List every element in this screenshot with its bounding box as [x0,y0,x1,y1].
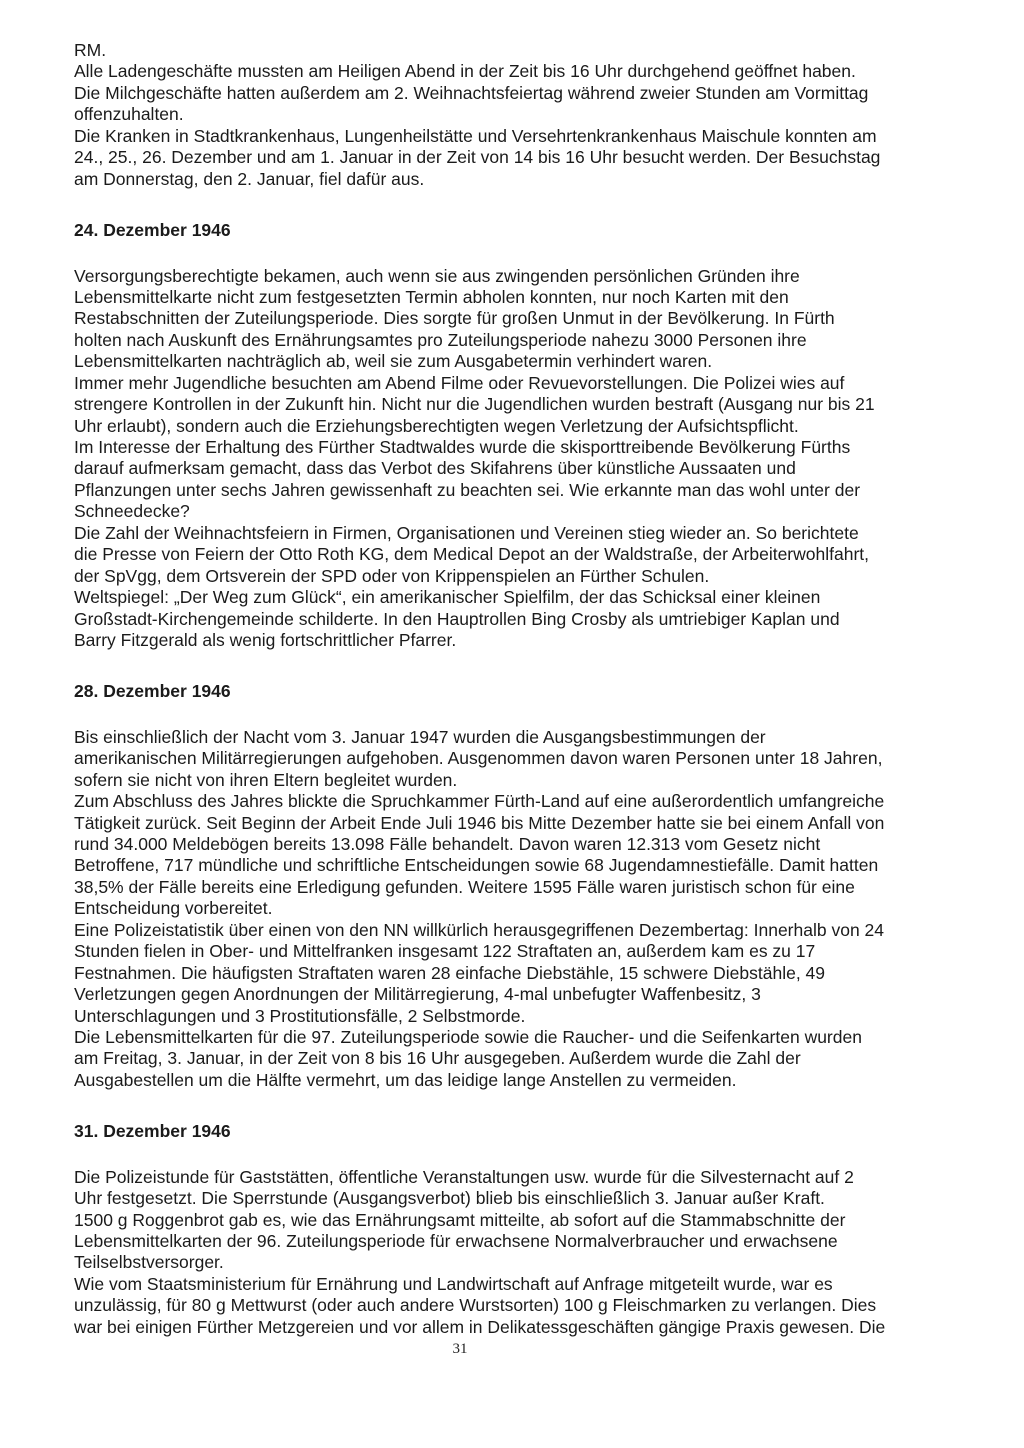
text-line: Weltspiegel: „Der Weg zum Glück“, ein amerikanischer Spielfilm, der das Schicksal einer kleinen [74,587,821,608]
paragraph [74,1167,966,1339]
text-line: Stunden fielen in Ober- und Mittelfranken insgesamt 122 Straftaten an, außerdem kam es zu 17 [74,941,816,962]
text-line: Bis einschließlich der Nacht vom 3. Januar 1947 wurden die Ausgangsbestimmungen der [74,726,766,747]
text-line: Ausgabestellen um die Hälfte vermehrt, um das leidige lange Anstellen zu vermeiden. [74,1069,737,1090]
text-line: holten nach Auskunft des Ernährungsamtes pro Zuteilungsperiode nahezu 3000 Personen ihre [74,329,807,350]
paragraph [74,266,966,652]
text-line: Lebensmittelkarten nachträglich ab, weil sie zum Ausgabetermin verhindert waren. [74,351,713,372]
text-line: Uhr erlaubt), sondern auch die Erziehungsberechtigten wegen Verletzung der Aufsichtspflicht. [74,415,799,436]
text-line: Die Milchgeschäfte hatten außerdem am 2. Weihnachtsfeiertag während zweier Stunden am Vormittag [74,82,869,103]
text-line: Immer mehr Jugendliche besuchten am Abend Filme oder Revuevorstellungen. Die Polizei wies auf [74,372,845,393]
text-line: RM. [74,40,107,60]
page-number: 31 [452,1341,468,1357]
text-line: unzulässig, für 80 g Mettwurst (oder auch andere Wurstsorten) 100 g Fleischmarken zu verlangen. Dies [74,1295,877,1316]
text-line: offenzuhalten. [74,104,184,125]
text-line: Entscheidung vorbereitet. [74,898,273,919]
text-line: der SpVgg, dem Ortsverein der SPD oder von Krippenspielen an Fürther Schulen. [74,565,710,586]
text-line: Eine Polizeistatistik über einen von den NN willkürlich herausgegriffenen Dezembertag: Innerhalb von 24 [74,919,884,940]
text-line: Pflanzungen unter sechs Jahren gewissenhaft zu beachten sei. Wie erkannte man das wohl unter der [74,479,861,500]
text-line: amerikanischen Militärregierungen aufgehoben. Ausgenommen davon waren Personen unter 18 Jahren, [74,748,883,769]
text-line: Lebensmittelkarten der 96. Zuteilungsperiode für erwachsene Normalverbraucher und erwachsene [74,1231,838,1252]
text-line: Schneedecke? [74,501,190,522]
section-heading: 24. Dezember 1946 [74,220,231,241]
text-line: Die Polizeistunde für Gaststätten, öffentliche Veranstaltungen usw. wurde für die Silvesternacht auf 2 [74,1166,854,1187]
text-line: am Donnerstag, den 2. Januar, fiel dafür aus. [74,168,425,189]
text-line: Festnahmen. Die häufigsten Straftaten waren 28 einfache Diebstähle, 15 schwere Diebstähle, 49 [74,962,826,983]
text-line: Im Interesse der Erhaltung des Fürther Stadtwaldes wurde die skisporttreibende Bevölkerung Fürths [74,437,851,458]
paragraph [74,727,966,1091]
text-line: Versorgungsberechtigte bekamen, auch wenn sie aus zwingenden persönlichen Gründen ihre [74,265,800,286]
text-line: Betroffene, 717 mündliche und schriftliche Entscheidungen sowie 68 Jugendamnestiefälle. Damit hatten [74,855,879,876]
paragraph [74,40,966,190]
text-line: Großstadt-Kirchengemeinde schilderte. In den Hauptrollen Bing Crosby als umtriebiger Kaplan und [74,608,840,629]
section-heading: 31. Dezember 1946 [74,1121,231,1142]
text-line: war bei einigen Fürther Metzgereien und vor allem in Delikatessgeschäften gängige Praxis gewesen. Die [74,1316,886,1337]
text-line: sofern sie nicht von ihren Eltern begleitet wurden. [74,769,458,790]
text-line: 24., 25., 26. Dezember und am 1. Januar in der Zeit von 14 bis 16 Uhr besucht werden. Der Besuchstag [74,147,881,168]
text-line: rund 34.000 Meldebögen bereits 13.098 Fälle behandelt. Davon waren 12.313 vom Gesetz nicht [74,834,821,855]
text-line: Uhr festgesetzt. Die Sperrstunde (Ausgangsverbot) blieb bis einschließlich 3. Januar außer Kraft. [74,1188,825,1209]
text-line: darauf aufmerksam gemacht, dass das Verbot des Skifahrens über künstliche Aussaaten und [74,458,796,479]
text-line: am Freitag, 3. Januar, in der Zeit von 8 bis 16 Uhr ausgegeben. Außerdem wurde die Zahl der [74,1048,801,1069]
text-line: Die Zahl der Weihnachtsfeiern in Firmen, Organisationen und Vereinen stieg wieder an. So berichtete [74,522,859,543]
text-line: Unterschlagungen und 3 Prostitutionsfälle, 2 Selbstmorde. [74,1005,526,1026]
document-body [74,40,966,1338]
text-line: Restabschnitten der Zuteilungsperiode. Dies sorgte für großen Unmut in der Bevölkerung. In Fürth [74,308,835,329]
text-line: strengere Kontrollen in der Zukunft hin. Nicht nur die Jugendlichen wurden bestraft (Ausgang nur bis 21 [74,394,875,415]
text-line: Zum Abschluss des Jahres blickte die Spruchkammer Fürth-Land auf eine außerordentlich umfangreiche [74,791,885,812]
text-line: Teilselbstversorger. [74,1252,224,1273]
section-heading: 28. Dezember 1946 [74,681,231,702]
text-line: Tätigkeit zurück. Seit Beginn der Arbeit Ende Juli 1946 bis Mitte Dezember hatte sie bei einem Anfall von [74,812,885,833]
text-line: Die Lebensmittelkarten für die 97. Zuteilungsperiode sowie die Raucher- und die Seifenkarten wurden [74,1026,862,1047]
text-line: 38,5% der Fälle bereits eine Erledigung gefunden. Weitere 1595 Fälle waren juristisch schon für eine [74,876,855,897]
text-line: die Presse von Feiern der Otto Roth KG, dem Medical Depot an der Waldstraße, der Arbeiterwohlfahrt, [74,544,869,565]
text-line: Wie vom Staatsministerium für Ernährung und Landwirtschaft auf Anfrage mitgeteilt wurde, war es [74,1273,833,1294]
text-line: Alle Ladengeschäfte mussten am Heiligen Abend in der Zeit bis 16 Uhr durchgehend geöffnet haben. [74,61,856,82]
text-line: 1500 g Roggenbrot gab es, wie das Ernährungsamt mitteilte, ab sofort auf die Stammabschnitte der [74,1209,846,1230]
text-line: Die Kranken in Stadtkrankenhaus, Lungenheilstätte und Versehrtenkrankenhaus Maischule konnten am [74,125,877,146]
text-line: Lebensmittelkarte nicht zum festgesetzten Termin abholen konnten, nur noch Karten mit den [74,286,789,307]
text-line: Barry Fitzgerald als wenig fortschrittlicher Pfarrer. [74,629,457,650]
text-line: Verletzungen gegen Anordnungen der Militärregierung, 4-mal unbefugter Waffenbesitz, 3 [74,984,761,1005]
